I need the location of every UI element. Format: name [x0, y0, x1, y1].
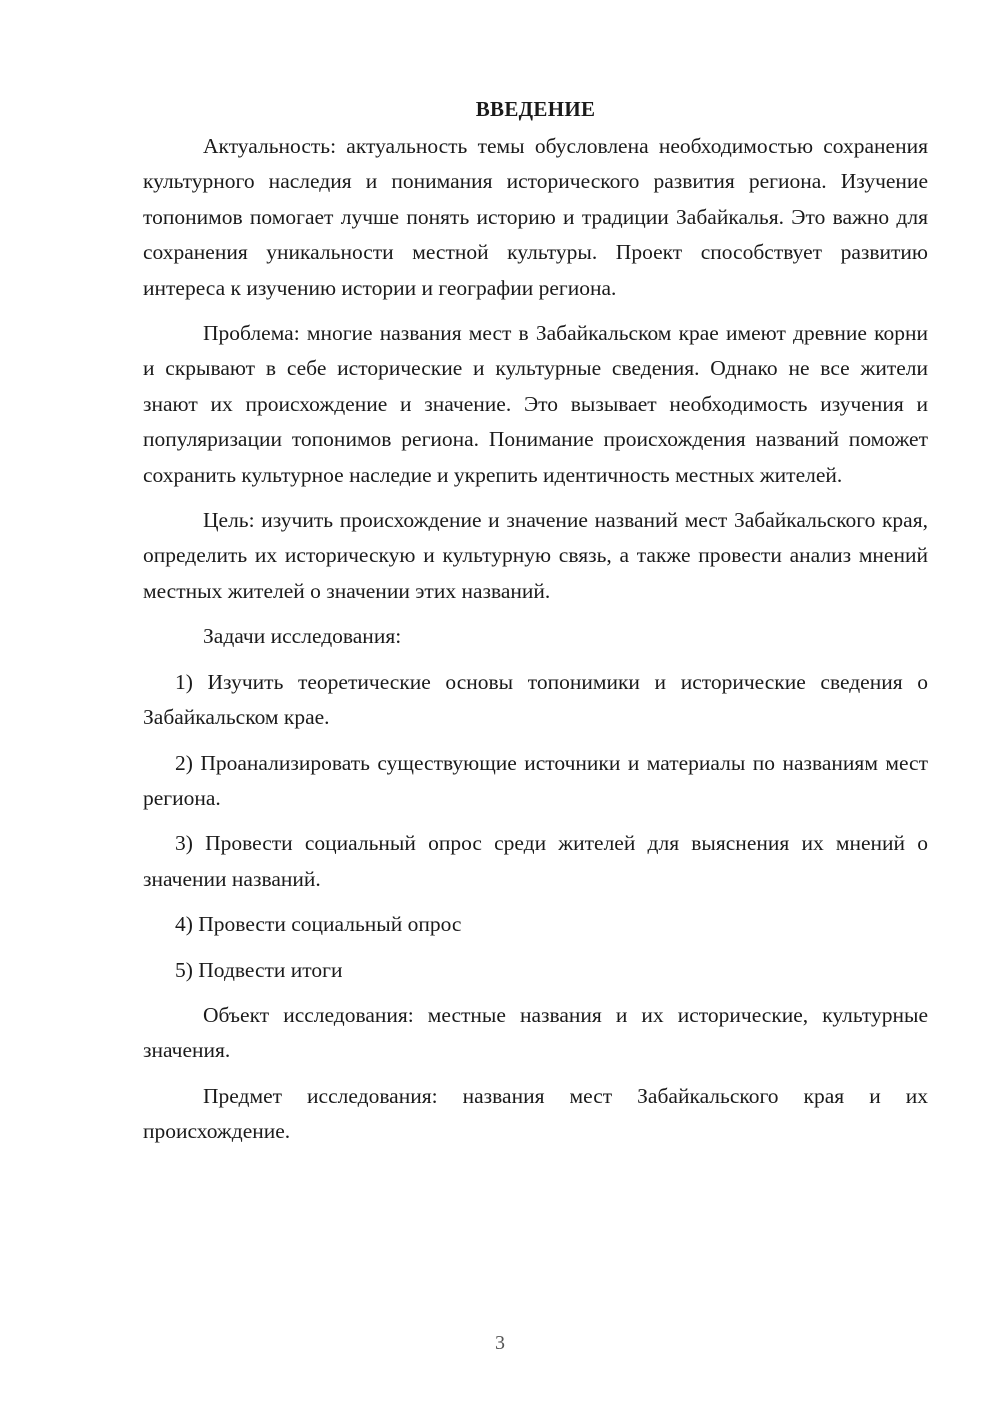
list-item: 1) Изучить теоретические основы топонимики и исторические сведения о Забайкальском крае. [143, 669, 928, 730]
list-item: 3) Провести социальный опрос среди жителей для выяснения их мнений о значении названий. [143, 831, 928, 891]
list-item: 2) Проанализировать существующие источники и материалы по названиям мест региона. [143, 750, 928, 810]
object-paragraph: Объект исследования: местные названия и их исторические, культурные значения. [143, 1002, 928, 1063]
subject-paragraph: Предмет исследования: названия мест Забайкальского края и их происхождение. [143, 1083, 928, 1144]
relevance-paragraph: Актуальность: актуальность темы обусловлена необходимостью сохранения культурного наследия и понимания исторического развития региона. Изучение топонимов помогает лучше понять историю и традиции Забайкалья. Это важно для сохранения уникальности местной культуры. Проект способствует развитию интереса к изучению истории и географии региона. [143, 134, 928, 300]
problem-paragraph: Проблема: многие названия мест в Забайкальском крае имеют древние корни и скрывают в себе исторические и культурные сведения. Однако не все жители знают их происхождение и значение. Это вызывает необходимость изучения и популяризации топонимов региона. Понимание происхождения названий поможет сохранить культурное наследие и укрепить идентичность местных жителей. [143, 321, 928, 487]
section-title: ВВЕДЕНИЕ [475, 97, 596, 121]
tasks-heading: Задачи исследования: [203, 624, 402, 649]
document-page [143, 92, 928, 1160]
list-item: 5) Подвести итоги [175, 957, 343, 982]
tasks-list [143, 665, 928, 988]
list-item: 4) Провести социальный опрос [175, 912, 462, 937]
page-number: 3 [495, 1332, 505, 1354]
goal-paragraph: Цель: изучить происхождение и значение названий мест Забайкальского края, определить их историческую и культурную связь, а также провести анализ мнений местных жителей о значении этих названий. [143, 508, 928, 603]
